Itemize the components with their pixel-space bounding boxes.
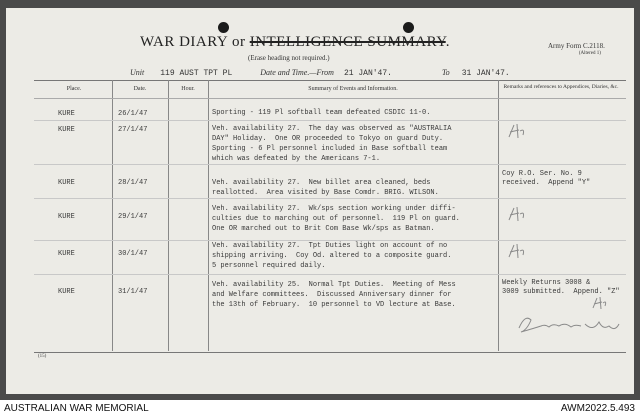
to-label: To [441,68,450,77]
column-header-hour: Hour. [181,86,195,92]
punch-hole-left [218,22,229,33]
row-date: 26/1/47 [118,110,148,118]
row-divider [34,120,626,121]
row-date: 29/1/47 [118,213,148,221]
from-value: 21 JAN'47. [343,69,392,78]
unit-line [130,68,510,78]
handwritten-initial [590,295,610,311]
unit-value: 119 AUST TPT PL [160,69,233,78]
row-place: KURE [58,126,75,134]
row-date: 30/1/47 [118,250,148,258]
form-number: (15) [38,354,47,359]
row-date: 31/1/47 [118,288,148,296]
row-place: KURE [58,250,75,258]
handwritten-signature [515,310,625,340]
to-value: 31 JAN'47. [461,69,510,78]
row-summary: Veh. availability 27. New billet area cleaned, beds reallotted. Area visited by Base Comdr. BRIG. WILSON. [212,179,439,197]
title-prefix: WAR DIARY or [140,34,250,50]
row-summary: Veh. availability 27. Tpt Duties light on account of no shipping arriving. Coy Od. altered to a composite guard. 5 personnel required daily. [212,242,452,270]
page-title [140,34,450,51]
army-form-note: (Altered 1) [578,51,601,56]
row-divider [34,274,626,275]
row-divider [34,198,626,199]
column-header-remarks: Remarks and references to Appendices, Diaries, &c. [503,84,619,90]
row-place: KURE [58,110,75,118]
row-place: KURE [58,288,75,296]
punch-hole-right [403,22,414,33]
column-header-summary: Summary of Events and Information. [308,86,398,92]
row-date: 28/1/47 [118,179,148,187]
handwritten-initial [506,122,528,140]
archive-reference: AWM2022.5.493 [560,403,635,414]
title-struck: INTELLIGENCE SUMMARY [249,34,446,50]
army-form-label: Army Form C.2118. [548,42,605,50]
date-label: Date and Time.—From [260,68,334,77]
row-summary: Veh. availability 25. Normal Tpt Duties. Meeting of Mess and Welfare committees. Discussed Anniversary dinner for the 13th of February. 10 personnel to VD lecture at Base. [212,281,456,309]
row-remarks: Weekly Returns 3008 & 3009 submitted. Append. "Z" [502,279,620,296]
row-place: KURE [58,179,75,187]
row-summary: Veh. availability 27. The day was observed as "AUSTRALIA DAY" Holiday. One OR proceeded to Tokyo on guard Duty. Sporting - 6 Pl personnel included in Base softball team which was defeated by the Americans 7-1. [212,125,452,163]
row-summary: Sporting - 119 Pl softball team defeated CSDIC 11-0. [212,109,431,117]
page-subtitle: (Erase heading not required.) [248,54,330,62]
unit-label: Unit [130,68,145,77]
archive-credit: AUSTRALIAN WAR MEMORIAL [4,403,149,414]
header-divider [34,98,626,99]
row-place: KURE [58,213,75,221]
row-divider [34,164,626,165]
handwritten-initial [506,205,528,223]
handwritten-initial [506,242,528,260]
column-header-place: Place. [66,86,82,92]
column-header-date: Date. [133,86,147,92]
row-summary: Veh. availability 27. Wk/sps section working under diffi- culties due to marching out of personnel. 119 Pl on guard. One OR marched out to Brit Com Base Wk/sps as Batman. [212,205,460,233]
title-suffix: . [445,34,450,50]
army-form-number [548,42,605,58]
row-remarks: Coy R.O. Ser. No. 9 received. Append "Y" [502,170,591,187]
row-date: 27/1/47 [118,126,148,134]
